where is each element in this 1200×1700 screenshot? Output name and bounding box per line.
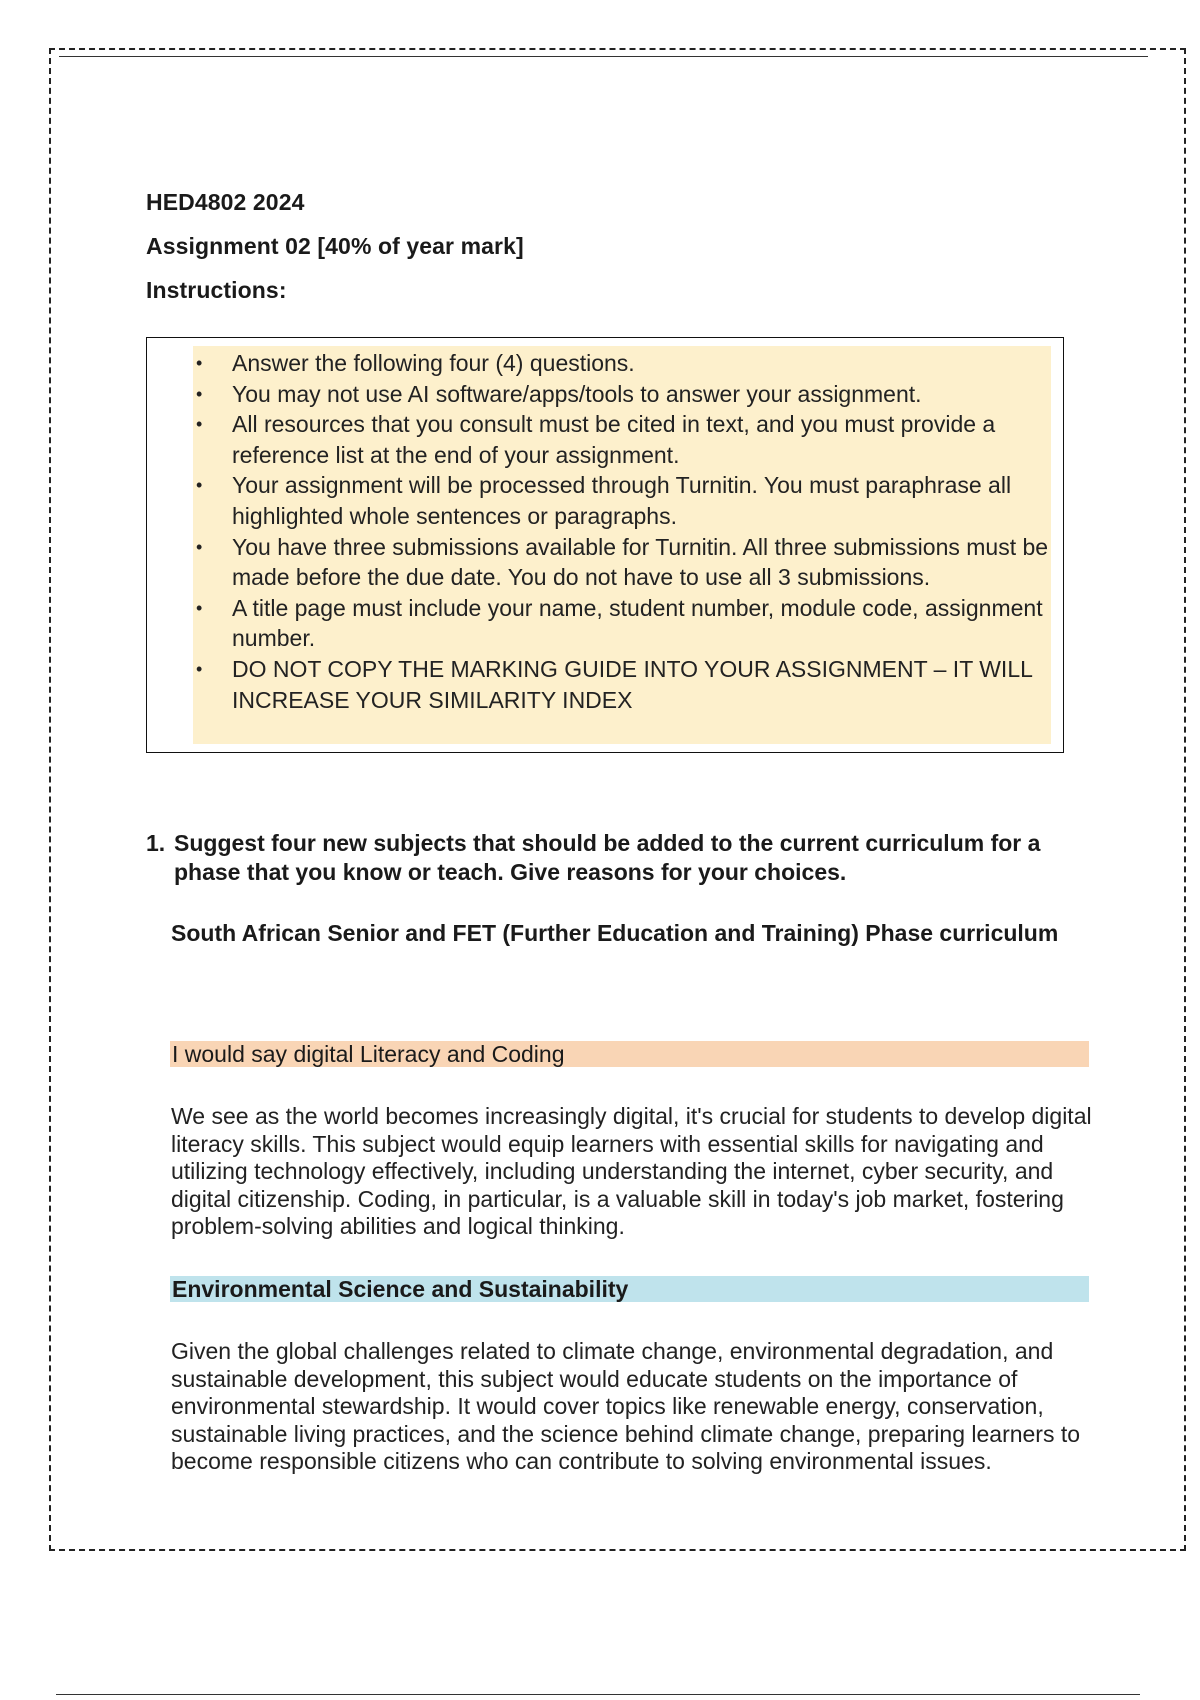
question-text: Suggest four new subjects that should be added to the current curriculum for a phase that you know or teach. Give reasons for your choices. — [174, 830, 1041, 885]
subject-paragraph-environmental-science: Given the global challenges related to climate change, environmental degradation, and sustainable development, this subject would educate students on the importance of environmental stewardship. It would cover topics like renewable energy, conservation, sustainable living practices, and the science behind climate change, preparing learners to become responsible citizens who can contribute to solving environmental issues. — [171, 1338, 1081, 1475]
list-item: • Your assignment will be processed through Turnitin. You must paraphrase all highlighted whole sentences or paragraphs. — [196, 472, 1012, 529]
bullet-icon: • — [196, 658, 203, 679]
subject-paragraph-digital-literacy: We see as the world becomes increasingly digital, it's crucial for students to develop digital literacy skills. This subject would equip learners with essential skills for navigating and utilizing technology effectively, including understanding the internet, cyber security, and digital citizenship. Coding, in particular, is a valuable skill in today's job market, fostering problem-solving abilities and logical thinking. — [171, 1103, 1092, 1240]
bullet-icon: • — [196, 353, 203, 373]
list-item: • You have three submissions available for Turnitin. All three submissions must be made before the due date. You do not have to use all 3 submissions. — [196, 533, 1049, 591]
question-number: 1. — [146, 830, 166, 856]
curriculum-heading: South African Senior and FET (Further Education and Training) Phase curriculum — [171, 920, 1059, 946]
list-item: • Answer the following four (4) questions. — [232, 348, 1072, 379]
page-border-frame — [49, 48, 1186, 1551]
instructions-box — [146, 337, 1064, 753]
subject-heading-digital-literacy: I would say digital Literacy and Coding — [170, 1041, 1089, 1067]
bullet-icon: • — [196, 597, 203, 618]
question-1 — [146, 829, 1096, 886]
bullet-icon: • — [196, 536, 203, 557]
bullet-icon: • — [196, 475, 203, 496]
instructions-list — [196, 348, 1072, 715]
list-item: • DO NOT COPY THE MARKING GUIDE INTO YOUR ASSIGNMENT – IT WILL INCREASE YOUR SIMILARITY INDEX — [196, 655, 1033, 713]
instructions-label: Instructions: — [146, 277, 287, 303]
bullet-icon: • — [196, 383, 203, 404]
subject-heading-environmental-science: Environmental Science and Sustainability — [170, 1276, 1089, 1302]
list-item: • All resources that you consult must be cited in text, and you must provide a reference list at the end of your assignment. — [196, 411, 996, 468]
bullet-icon: • — [196, 414, 203, 435]
assignment-title: Assignment 02 [40% of year mark] — [146, 233, 524, 259]
list-item: • You may not use AI software/apps/tools to answer your assignment. — [232, 379, 1072, 410]
page-bottom-rule — [56, 1694, 1140, 1695]
module-code-year: HED4802 2024 — [146, 189, 305, 215]
list-item: • A title page must include your name, student number, module code, assignment number. — [196, 594, 1043, 652]
header-rule — [59, 56, 1148, 57]
